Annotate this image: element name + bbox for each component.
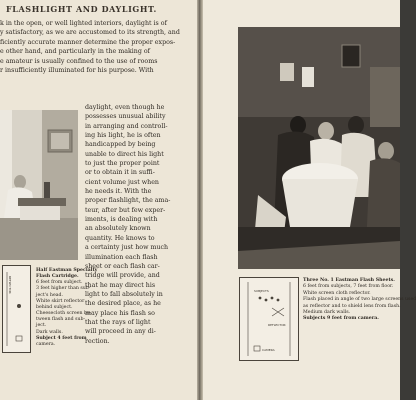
caption-line: Half Eastman Specialty <box>36 268 98 273</box>
body-line: possesses unusual ability <box>85 113 166 121</box>
caption-line: Three No. 1 Eastman Flash Sheets. <box>303 278 395 283</box>
body-line: rection. <box>85 337 110 345</box>
photo-woman-at-desk <box>0 110 78 260</box>
caption-line: as reflector and to shield lens from flash. <box>303 303 401 309</box>
body-line: sheet or each flash car- <box>85 262 160 270</box>
body-line: proper flashlight, the ama- <box>85 197 171 205</box>
photo-illustration <box>0 110 78 260</box>
caption-line: camera. <box>36 341 56 347</box>
body-line: iments, is dealing with <box>85 216 158 224</box>
caption-line: White skirt reflector <box>36 298 85 304</box>
subject-marker <box>259 297 262 300</box>
caption-right <box>303 278 416 323</box>
body-line: ing his light, he is often <box>85 132 161 140</box>
lighting-diagram-left <box>2 265 31 353</box>
body-line: illumination each flash <box>85 253 158 261</box>
body-line: cient volume just when <box>85 178 159 186</box>
body-line: unable to direct his light <box>85 150 164 158</box>
caption-line: Subjects 9 feet from camera. <box>303 316 379 322</box>
body-line: he needs it. With the <box>85 188 152 196</box>
caption-line: 6 feet from subject. <box>36 280 83 286</box>
diagram-drawing <box>3 266 30 352</box>
subject-marker <box>17 304 21 308</box>
photo-illustration <box>238 27 400 269</box>
caption-line: ject's head. <box>36 292 63 298</box>
body-text-column <box>85 103 190 346</box>
diagram-label-subjects: SUBJECTS <box>254 289 269 293</box>
caption-line: ject. <box>36 323 47 329</box>
caption-line: Flash placed in angle of two large screens used <box>303 297 416 303</box>
body-line: an absolutely known <box>85 225 151 233</box>
body-line: r insufficiently illuminated for his purpose. With <box>0 67 154 75</box>
body-line: ficiently accurate manner determine the proper expos- <box>0 38 176 46</box>
caption-line: Subject 4 feet from <box>36 335 87 341</box>
body-line: to just the proper point <box>85 160 160 168</box>
diagram-label-camera: CAMERA <box>262 348 275 352</box>
body-line: y satisfactory, as we are accustomed to its strength, and <box>0 29 180 37</box>
body-line: light to fall absolutely in <box>85 290 163 298</box>
body-line: teur, after but few exper- <box>85 206 166 214</box>
subject-marker <box>265 299 268 302</box>
caption-line: Flash Cartridge. <box>36 274 79 280</box>
body-line: k in the open, or well lighted interiors, daylight is of <box>0 20 167 27</box>
diagram-label-reflector: REFLECTOR <box>268 323 286 327</box>
body-line: may place his flash so <box>85 309 155 317</box>
caption-line: 3 feet higher than sub- <box>36 286 91 292</box>
left-page <box>0 0 197 400</box>
caption-line: tween flash and sub- <box>36 317 86 323</box>
caption-line: Dark walls. <box>36 329 63 335</box>
body-line: that the rays of light <box>85 318 151 326</box>
camera-marker <box>254 346 260 351</box>
photo-group-portrait <box>238 27 400 269</box>
body-line: that he may direct his <box>85 281 156 289</box>
body-line: the desired place, as he <box>85 300 161 308</box>
right-page <box>203 0 416 400</box>
body-line: in arranging and controll- <box>85 122 168 130</box>
body-line: a certainty just how much <box>85 244 169 252</box>
diagram-drawing <box>240 278 298 360</box>
subject-marker <box>277 299 280 302</box>
body-line: or to obtain it in suffi- <box>85 169 155 177</box>
body-line: e other hand, and particularly in the making of <box>0 48 151 56</box>
caption-line: Cheesecloth screen be- <box>36 311 92 317</box>
body-text-top <box>0 19 190 75</box>
body-line: daylight, even though he <box>85 104 165 111</box>
subject-marker <box>271 297 274 300</box>
lighting-diagram-right <box>239 277 299 361</box>
caption-line: 6 feet from subjects, 7 feet from floor. <box>303 284 394 290</box>
caption-line: Medium dark walls. <box>303 310 351 316</box>
body-line: will proceed in any di- <box>85 328 156 336</box>
body-line: quantity. He knows to <box>85 234 155 242</box>
body-line: tridge will provide, and <box>85 272 160 280</box>
flash-marker <box>272 308 284 316</box>
camera-marker <box>16 336 22 341</box>
body-line: handicapped by being <box>85 141 156 149</box>
caption-line: White screen cloth reflector. <box>303 290 371 296</box>
caption-line: behind subject. <box>36 304 73 310</box>
running-head: FLASHLIGHT AND DAYLIGHT. <box>6 4 157 14</box>
body-line: e amateur is usually confined to the use of rooms <box>0 57 158 65</box>
diagram-label-reflector: REFLECTOR <box>8 276 12 294</box>
